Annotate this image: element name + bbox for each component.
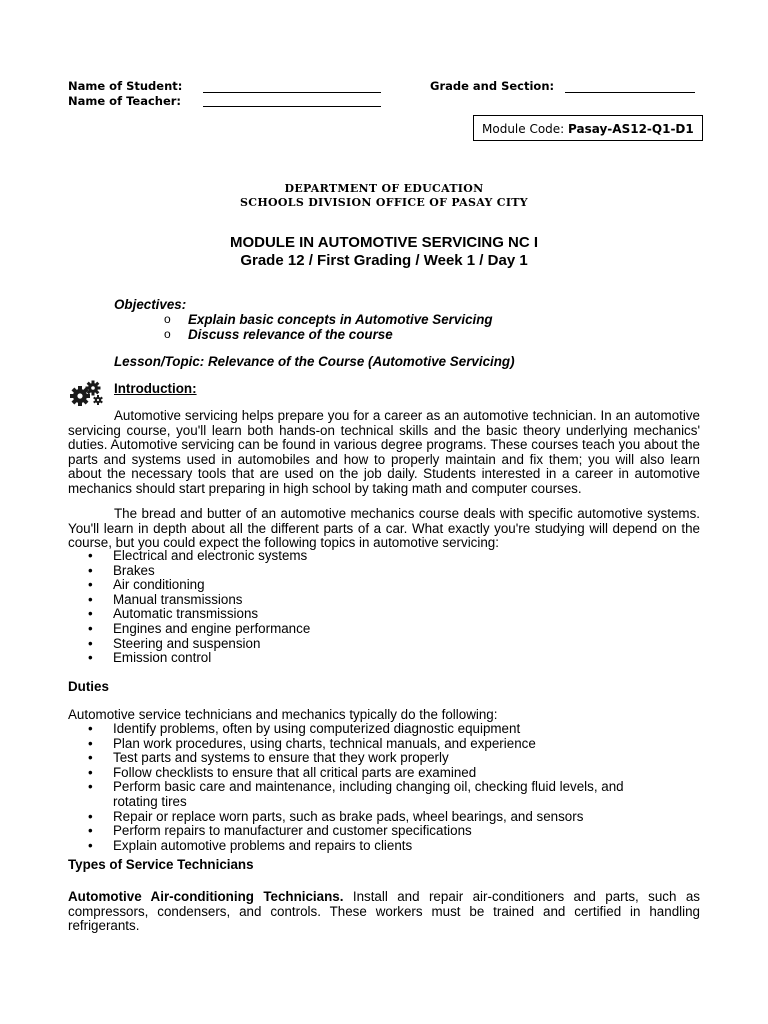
intro-paragraph-2: The bread and butter of an automotive mechanics course deals with specific automotive systems. You'll learn in depth about all the different parts of a car. What exactly you're studying will depend on the course, but you could expect the following topics in automotive servicing: — [68, 506, 700, 551]
dept-line-1: DEPARTMENT OF EDUCATION — [284, 182, 484, 195]
list-item: • Steering and suspension — [88, 637, 708, 652]
types-heading: Types of Service Technicians — [68, 857, 254, 872]
objective-item: o Discuss relevance of the course — [164, 326, 393, 342]
list-item: • Follow checklists to ensure that all critical parts are examined — [88, 766, 668, 781]
module-subtitle: Grade 12 / First Grading / Week 1 / Day 1 — [240, 252, 528, 269]
student-name-blank[interactable] — [203, 92, 381, 93]
module-title: MODULE IN AUTOMOTIVE SERVICING NC I — [229, 234, 539, 251]
grade-section-blank[interactable] — [565, 92, 695, 93]
module-code-box — [473, 115, 703, 141]
module-code-value: Pasay-AS12-Q1-D1 — [568, 122, 694, 136]
list-item: • Perform repairs to manufacturer and customer specifications — [88, 824, 668, 839]
gears-icon — [68, 378, 104, 408]
list-item: • Brakes — [88, 564, 708, 579]
duties-intro: Automotive service technicians and mechanics typically do the following: — [68, 707, 498, 722]
objective-item: o Explain basic concepts in Automotive Servicing — [164, 312, 493, 327]
list-item: • Explain automotive problems and repairs to clients — [88, 839, 668, 854]
ac-technicians-title: Automotive Air-conditioning Technicians. — [68, 889, 344, 904]
teacher-name-blank[interactable] — [203, 106, 381, 107]
list-item: • Electrical and electronic systems — [88, 549, 708, 564]
list-item: • Engines and engine performance — [88, 622, 708, 637]
dept-line-2: SCHOOLS DIVISION OFFICE OF PASAY CITY — [240, 196, 528, 209]
list-item: • Identify problems, often by using computerized diagnostic equipment — [88, 722, 668, 737]
list-item: • Manual transmissions — [88, 593, 708, 608]
ac-technicians-paragraph — [68, 890, 700, 934]
list-item: • Test parts and systems to ensure that they work properly — [88, 751, 668, 766]
objectives-list — [164, 313, 493, 342]
intro-paragraph-1: Automotive servicing helps prepare you for a career as an automotive technician. In an automotive servicing course, you'll learn both hands-on technical skills and the basic theory underlying mechanics' duties. Automotive servicing can be found in various degree programs. These courses teach you about the parts and systems used in automobiles and how to properly maintain and fix them; you will also learn about the necessary tools that are used on the job daily. Students interested in a career in automotive mechanics should start preparing in high school by taking math and computer courses. — [68, 408, 700, 496]
ac-technicians-text: Install and repair air-conditioners and parts, such as compressors, condensers, and controls. These workers must be trained and certified in handling refrigerants. — [68, 889, 700, 934]
duties-heading: Duties — [68, 679, 109, 694]
list-item: • Automatic transmissions — [88, 607, 708, 622]
teacher-name-label: Name of Teacher: — [68, 94, 182, 108]
list-item: • Plan work procedures, using charts, technical manuals, and experience — [88, 737, 668, 752]
topics-list — [88, 549, 708, 666]
module-code-label: Module Code: — [482, 122, 565, 136]
grade-section-label: Grade and Section: — [430, 79, 555, 93]
list-item: • Repair or replace worn parts, such as brake pads, wheel bearings, and sensors — [88, 810, 668, 825]
list-item: • Emission control — [88, 651, 708, 666]
introduction-heading: Introduction: — [114, 381, 197, 396]
student-name-label: Name of Student: — [68, 79, 183, 93]
objectives-heading: Objectives: — [114, 297, 187, 312]
lesson-topic: Lesson/Topic: Relevance of the Course (Automotive Servicing) — [114, 354, 515, 369]
duties-list — [88, 722, 668, 853]
list-item: • Perform basic care and maintenance, including changing oil, checking fluid levels, and rotating tires — [88, 780, 668, 809]
list-item: • Air conditioning — [88, 578, 708, 593]
